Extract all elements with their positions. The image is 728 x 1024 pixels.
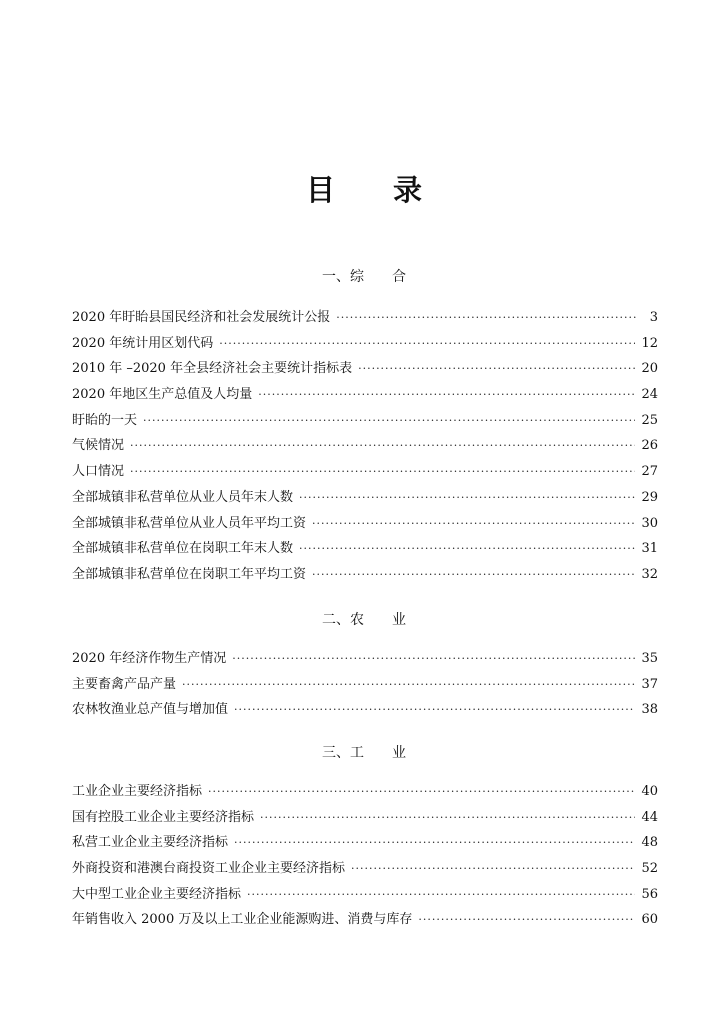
toc-entry-page: 44 [641,809,658,825]
section-heading-industry: 三、工 业 [322,745,406,761]
leader-dots [143,411,635,431]
toc-entry-title: 工业企业主要经济指标 [72,784,203,799]
toc-entry[interactable] [72,539,658,565]
toc-entry[interactable] [72,885,658,911]
leader-dots [260,808,635,828]
toc-entry-page: 38 [641,702,658,718]
toc-entry-title: 主要畜禽产品产量 [72,676,177,692]
toc-entry-title: 全部城镇非私营单位从业人员年末人数 [72,489,294,505]
toc-entry-title: 2020 年地区生产总值及人均量 [72,387,253,403]
toc-entry[interactable] [72,910,658,936]
toc-entry[interactable] [72,782,658,808]
leader-dots [312,565,635,585]
toc-entry[interactable] [72,488,658,514]
toc-entry[interactable] [72,436,658,462]
toc-entry[interactable] [72,359,658,385]
toc-entry[interactable] [72,808,658,834]
toc-entry-title: 2020 年统计用区划代码 [72,335,214,351]
toc-entry-page: 24 [641,387,658,403]
page-title-char-1: 目 [305,173,335,207]
toc-entry-title: 2020 年经济作物生产情况 [72,651,227,666]
toc-entry[interactable] [72,859,658,885]
leader-dots [234,833,635,853]
toc-entry-title: 大中型工业企业主要经济指标 [72,886,242,902]
toc-entry-title: 人口情况 [72,464,125,480]
toc-entry[interactable] [72,411,658,437]
leader-dots [232,649,635,669]
toc-entry[interactable] [72,514,658,540]
section-heading-agriculture: 二、农 业 [322,612,406,628]
toc-entry[interactable] [72,462,658,488]
toc-entry-title: 气候情况 [72,438,125,454]
toc-entry-page: 26 [641,438,658,454]
toc-entry[interactable] [72,675,658,701]
leader-dots [299,539,635,559]
toc-entry-page: 20 [641,361,658,377]
toc-entry-title: 国有控股工业企业主要经济指标 [72,809,255,825]
toc-entry-page: 48 [641,835,658,851]
leader-dots [258,385,635,405]
toc-entry-title: 农林牧渔业总产值与增加值 [72,702,229,718]
leader-dots [234,700,635,720]
leader-dots [130,462,635,482]
toc-entry-title: 全部城镇非私营单位在岗职工年平均工资 [72,566,307,582]
toc-entry-page: 56 [641,886,658,902]
leader-dots [312,514,635,534]
page-title-char-2: 录 [393,173,423,207]
leader-dots [358,359,635,379]
toc-entry[interactable] [72,833,658,859]
leader-dots [219,334,635,354]
leader-dots [247,885,635,905]
toc-entry-title: 私营工业企业主要经济指标 [72,835,229,851]
leader-dots [336,308,638,328]
toc-entry-page: 35 [641,651,658,666]
toc-entry[interactable] [72,649,658,675]
toc-entry[interactable] [72,700,658,726]
toc-entry-page: 29 [641,489,658,505]
section-entries-agriculture [72,649,658,726]
toc-entry-title: 全部城镇非私营单位在岗职工年末人数 [72,541,294,557]
toc-entry-page: 32 [641,566,658,582]
toc-entry-title: 盱眙的一天 [72,412,138,428]
toc-entry-page: 30 [641,515,658,531]
leader-dots [182,675,635,695]
toc-entry-page: 52 [641,861,658,877]
toc-entry-title: 2020 年盱眙县国民经济和社会发展统计公报 [72,310,331,325]
toc-entry-page: 31 [641,541,658,557]
toc-entry-page: 40 [641,784,658,799]
toc-entry-page: 25 [641,412,658,428]
toc-entry-page: 27 [641,464,658,480]
leader-dots [130,436,635,456]
section-heading-general: 一、综 合 [322,269,406,285]
section-entries-general [72,308,658,591]
section-entries-industry [72,782,658,936]
toc-entry[interactable] [72,385,658,411]
toc-entry-page: 60 [641,912,658,928]
toc-entry[interactable] [72,334,658,360]
toc-entry-page: 37 [641,676,658,692]
toc-entry-page: 3 [649,310,658,325]
leader-dots [208,782,635,802]
page-title [0,172,728,208]
leader-dots [299,488,635,508]
toc-entry[interactable] [72,565,658,591]
leader-dots [418,910,635,930]
toc-entry-title: 年销售收入 2000 万及以上工业企业能源购进、消费与库存 [72,912,413,928]
toc-entry-title: 2010 年 –2020 年全县经济社会主要统计指标表 [72,361,353,377]
leader-dots [351,859,635,879]
toc-entry-page: 12 [641,335,658,351]
toc-entry-title: 全部城镇非私营单位从业人员年平均工资 [72,515,307,531]
toc-entry-title: 外商投资和港澳台商投资工业企业主要经济指标 [72,861,346,877]
toc-entry[interactable] [72,308,658,334]
